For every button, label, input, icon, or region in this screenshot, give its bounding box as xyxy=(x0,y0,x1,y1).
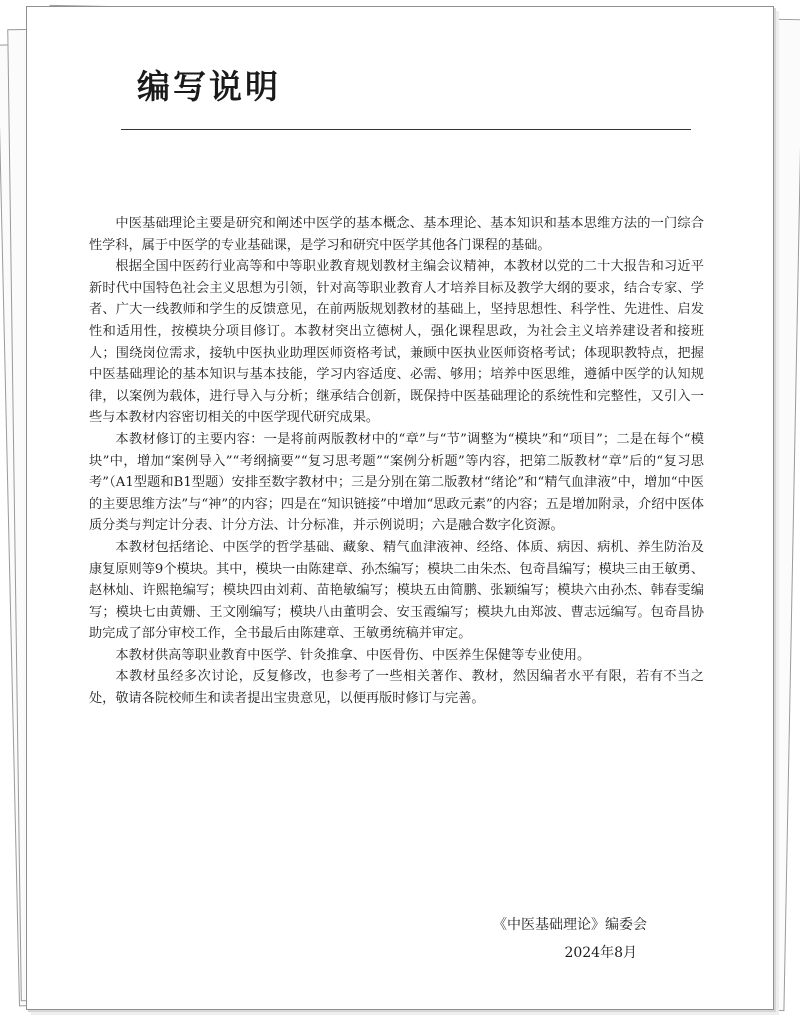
title-divider xyxy=(121,129,691,130)
signature-committee: 《中医基础理论》编委会 xyxy=(493,917,647,933)
document-body xyxy=(89,213,704,710)
paragraph-intro: 中医基础理论主要是研究和阐述中医学的基本概念、基本理论、基本知识和基本思维方法的一门综合性学科，属于中医学的专业基础课，是学习和研究中医学其他各门课程的基础。 xyxy=(89,216,704,253)
paragraph-modules: 本教材包括绪论、中医学的哲学基础、藏象、精气血津液神、经络、体质、病因、病机、养生防治及康复原则等9个模块。其中，模块一由陈建章、孙杰编写；模块二由朱杰、包奇昌编写；模块三由王敏勇、赵林灿、许熙艳编写；模块四由刘莉、苗艳敏编写；模块五由简鹏、张颖编写；模块六由孙杰、韩春雯编写；模块七由黄姗、王文刚编写；模块八由董明会、安玉霞编写；模块九由郑波、曹志远编写。包奇昌协助完成了部分审校工作，全书最后由陈建章、王敏勇统稿并审定。 xyxy=(89,539,705,642)
document-page xyxy=(26,6,774,1010)
signature-date: 2024年8月 xyxy=(564,945,637,961)
paragraph-closing: 本教材虽经多次讨论，反复修改，也参考了一些相关著作、教材，然因编者水平有限，若有不当之处，敬请各院校师生和读者提出宝贵意见，以便再版时修订与完善。 xyxy=(89,669,704,707)
paragraph-usage: 本教材供高等职业教育中医学、针灸推拿、中医骨伤、中医养生保健等专业使用。 xyxy=(115,647,591,663)
signature-block xyxy=(447,911,647,967)
page-title: 编写说明 xyxy=(137,67,281,106)
paragraph-revisions: 本教材修订的主要内容：一是将前两版教材中的“章”与“节”调整为“模块”和“项目”；二是在每个“模块”中，增加“案例导入”“考纲摘要”“复习思考题”“案例分析题”等内容，把第二版教材“章”后的“复习思考”（A1型题和B1型题）安排至数字教材中；三是分别在第二版教材“绪论”和“精气血津液”中，增加“中医的主要思维方法”与“神”的内容；四是在“知识链接”中增加“思政元素”的内容；五是增加附录，介绍中医体质分类与判定计分表、计分方法、计分标准，并示例说明；六是融合数字化资源。 xyxy=(89,431,704,534)
paragraph-principles: 根据全国中医药行业高等和中等职业教育规划教材主编会议精神，本教材以党的二十大报告和习近平新时代中国特色社会主义思想为引领，针对高等职业教育人才培养目标及教学大纲的要求，结合专家、学者、广大一线教师和学生的反馈意见，在前两版规划教材的基础上，坚持思想性、科学性、先进性、启发性和适用性，按模块分项目修订。本教材突出立德树人，强化课程思政，为社会主义培养建设者和接班人；围绕岗位需求，接轨中医执业助理医师资格考试，兼顾中医执业医师资格考试；体现职教特点，把握中医基础理论的基本知识与基本技能，学习内容适度、必需、够用；培养中医思维，遵循中医学的认知规律，以案例为载体，进行导入与分析；继承结合创新，既保持中医基础理论的系统性和完整性，又引入一些与本教材内容密切相关的中医学现代研究成果。 xyxy=(89,259,704,426)
